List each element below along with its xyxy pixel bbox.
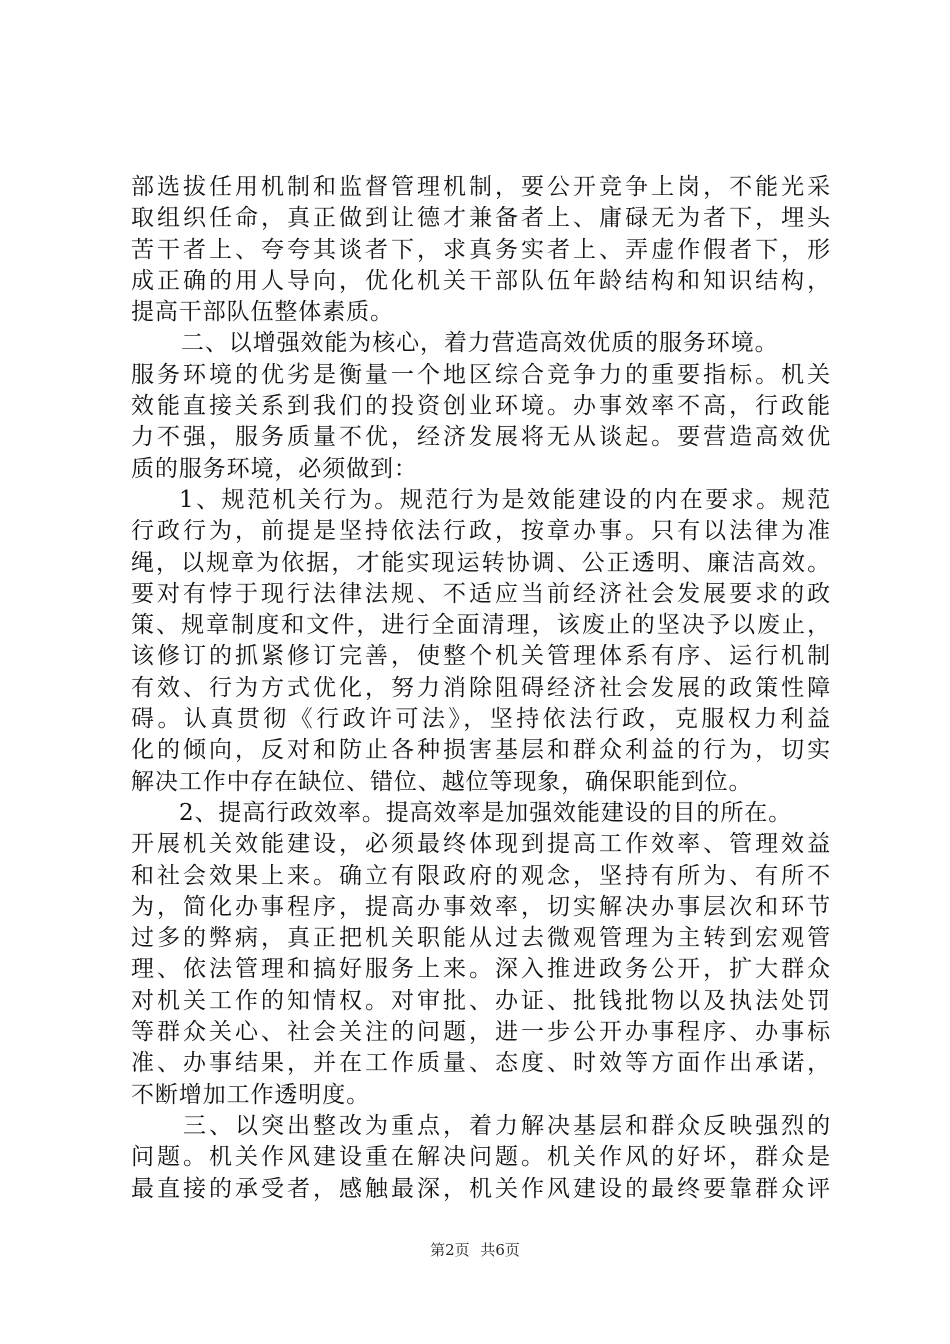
text-line: 问题。机关作风建设重在解决问题。机关作风的好坏，群众是 xyxy=(131,1144,831,1171)
text-line: 理、依法管理和搞好服务上来。深入推进政务公开，扩大群众 xyxy=(131,956,831,983)
text-line: 开展机关效能建设，必须最终体现到提高工作效率、管理效益 xyxy=(131,831,831,858)
text-line: 服务环境的优劣是衡量一个地区综合竞争力的重要指标。机关 xyxy=(131,361,831,388)
text-line: 碍。认真贯彻《行政许可法》，坚持依法行政，克服权力利益 xyxy=(131,706,831,733)
text-line: 1、规范机关行为。规范行为是效能建设的内在要求。规范 xyxy=(179,486,831,513)
text-line: 最直接的承受者，感触最深，机关作风建设的最终要靠群众评 xyxy=(131,1175,831,1202)
text-line: 效能直接关系到我们的投资创业环境。办事效率不高，行政能 xyxy=(131,393,831,420)
text-line: 准、办事结果，并在工作质量、态度、时效等方面作出承诺， xyxy=(131,1050,831,1077)
text-line: 部选拔任用机制和监督管理机制，要公开竞争上岗，不能光采 xyxy=(131,174,831,200)
text-line: 为，简化办事程序，提高办事效率，切实解决办事层次和环节 xyxy=(131,893,831,920)
page-number: 第2页 xyxy=(430,1241,470,1259)
text-line: 提高干部队伍整体素质。 xyxy=(131,299,394,326)
text-line: 二、以增强效能为核心，着力营造高效优质的服务环境。 xyxy=(181,330,779,357)
text-line: 等群众关心、社会关注的问题，进一步公开办事程序、办事标 xyxy=(131,1019,831,1046)
text-line: 策、规章制度和文件，进行全面清理，该废止的坚决予以废止， xyxy=(131,612,831,639)
text-line: 行政行为，前提是坚持依法行政，按章办事。只有以法律为准 xyxy=(131,518,831,545)
text-line: 化的倾向，反对和防止各种损害基层和群众利益的行为，切实 xyxy=(131,737,831,764)
text-line: 取组织任命，真正做到让德才兼备者上、庸碌无为者下，埋头 xyxy=(131,205,831,232)
text-line: 质的服务环境，必须做到： xyxy=(131,455,418,482)
page-total: 共6页 xyxy=(480,1241,520,1259)
text-line: 不断增加工作透明度。 xyxy=(131,1081,370,1108)
page-footer xyxy=(0,1240,950,1260)
text-line: 绳，以规章为依据，才能实现运转协调、公正透明、廉洁高效。 xyxy=(131,549,831,576)
text-line: 三、以突出整改为重点，着力解决基层和群众反映强烈的 xyxy=(183,1112,831,1139)
text-line: 有效、行为方式优化，努力消除阻碍经济社会发展的政策性障 xyxy=(131,674,831,701)
text-line: 对机关工作的知情权。对审批、办证、批钱批物以及执法处罚 xyxy=(131,987,831,1014)
text-line: 力不强，服务质量不优，经济发展将无从谈起。要营造高效优 xyxy=(131,424,831,451)
text-line: 过多的弊病，真正把机关职能从过去微观管理为主转到宏观管 xyxy=(131,925,831,952)
text-line: 该修订的抓紧修订完善，使整个机关管理体系有序、运行机制 xyxy=(131,643,831,670)
text-line: 2、提高行政效率。提高效率是加强效能建设的目的所在。 xyxy=(179,799,793,826)
text-line: 苦干者上、夸夸其谈者下，求真务实者上、弄虚作假者下，形 xyxy=(131,236,831,263)
document-body xyxy=(131,172,831,1205)
text-line: 解决工作中存在缺位、错位、越位等现象，确保职能到位。 xyxy=(131,768,753,795)
text-line: 和社会效果上来。确立有限政府的观念，坚持有所为、有所不 xyxy=(131,862,831,889)
text-line: 成正确的用人导向，优化机关干部队伍年龄结构和知识结构， xyxy=(131,267,831,294)
text-line: 要对有悖于现行法律法规、不适应当前经济社会发展要求的政 xyxy=(131,580,831,607)
